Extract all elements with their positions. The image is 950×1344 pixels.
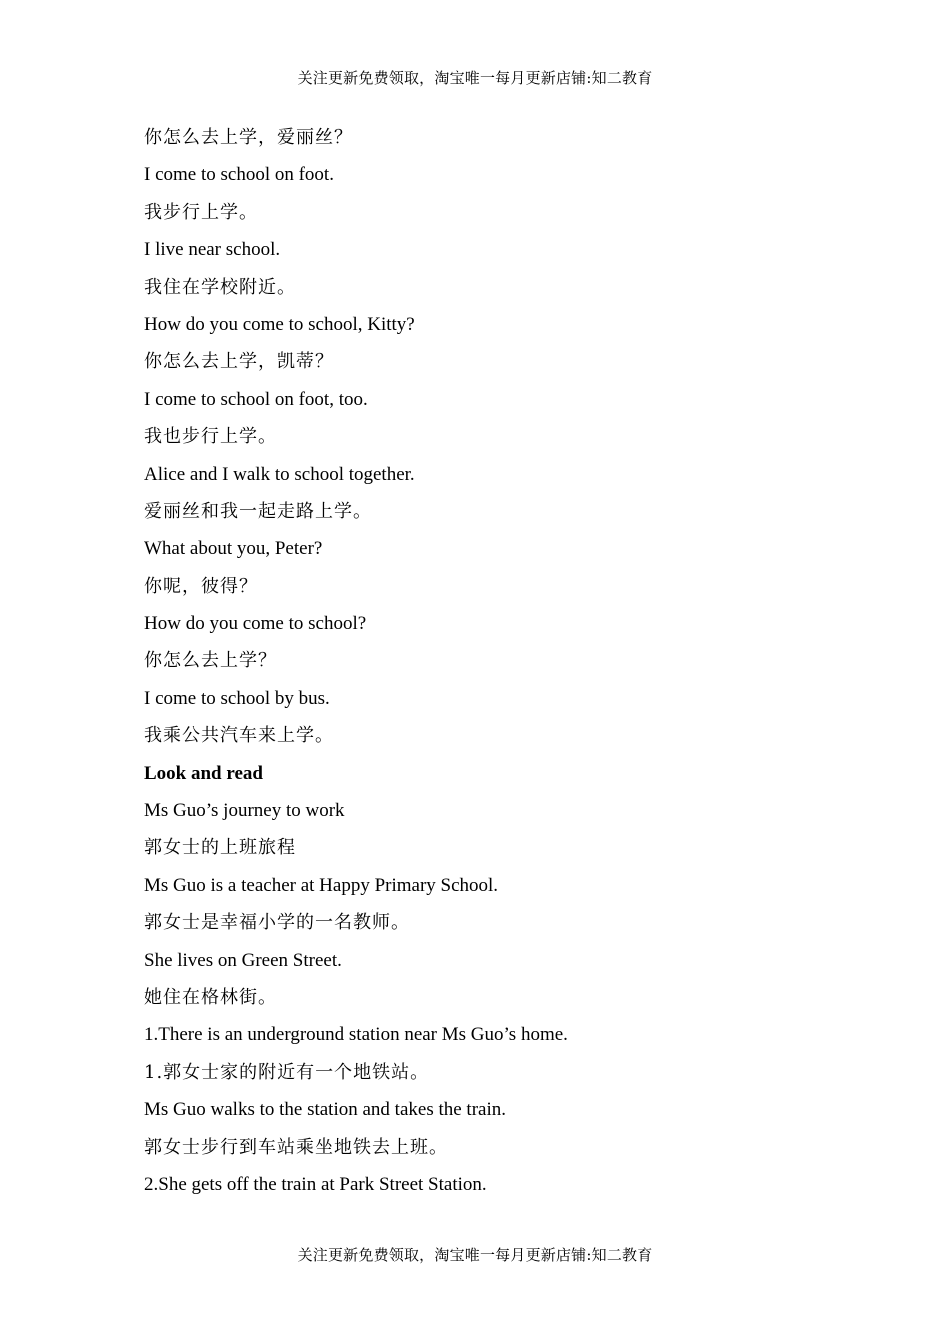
text-line: She lives on Green Street.	[144, 949, 342, 971]
text-line: I come to school on foot.	[144, 164, 334, 186]
text-line: 2.She gets off the train at Park Street Station.	[144, 1173, 487, 1195]
text-line: Ms Guo walks to the station and takes the train.	[144, 1099, 506, 1121]
text-line: 我住在学校附近。	[144, 276, 296, 298]
text-line: 她住在格林街。	[144, 986, 277, 1008]
text-line: What about you, Peter?	[144, 538, 323, 560]
text-line: 爱丽丝和我一起走路上学。	[144, 500, 372, 522]
text-line: How do you come to school, Kitty?	[144, 313, 415, 335]
text-line: How do you come to school?	[144, 613, 367, 635]
text-line: 1.There is an underground station near Ms Guo’s home.	[144, 1024, 568, 1046]
document-body	[144, 124, 844, 1208]
text-line: 我步行上学。	[144, 201, 258, 223]
text-line: 我乘公共汽车来上学。	[144, 725, 334, 747]
text-line: I come to school by bus.	[144, 687, 330, 709]
text-line: Alice and I walk to school together.	[144, 463, 415, 485]
text-line: 郭女士步行到车站乘坐地铁去上班。	[144, 1136, 448, 1158]
page-header: 关注更新免费领取，淘宝唯一每月更新店铺:知二教育	[297, 69, 653, 87]
section-heading: Look and read	[144, 762, 263, 784]
text-line: 你呢，彼得？	[144, 575, 258, 597]
text-line: 郭女士是幸福小学的一名教师。	[144, 912, 410, 934]
text-line: 郭女士的上班旅程	[144, 837, 296, 859]
text-line: 你怎么去上学，爱丽丝？	[144, 127, 353, 148]
text-line: I come to school on foot, too.	[144, 388, 368, 410]
text-line: Ms Guo’s journey to work	[144, 800, 345, 822]
text-line: Ms Guo is a teacher at Happy Primary School.	[144, 874, 499, 896]
page-footer: 关注更新免费领取，淘宝唯一每月更新店铺:知二教育	[297, 1246, 653, 1264]
text-line: I live near school.	[144, 239, 281, 261]
text-line: 你怎么去上学，凯蒂？	[144, 351, 334, 373]
text-line: 我也步行上学。	[144, 426, 277, 448]
text-line: 你怎么去上学？	[144, 650, 277, 672]
text-line: 1.郭女士家的附近有一个地铁站。	[144, 1061, 430, 1083]
